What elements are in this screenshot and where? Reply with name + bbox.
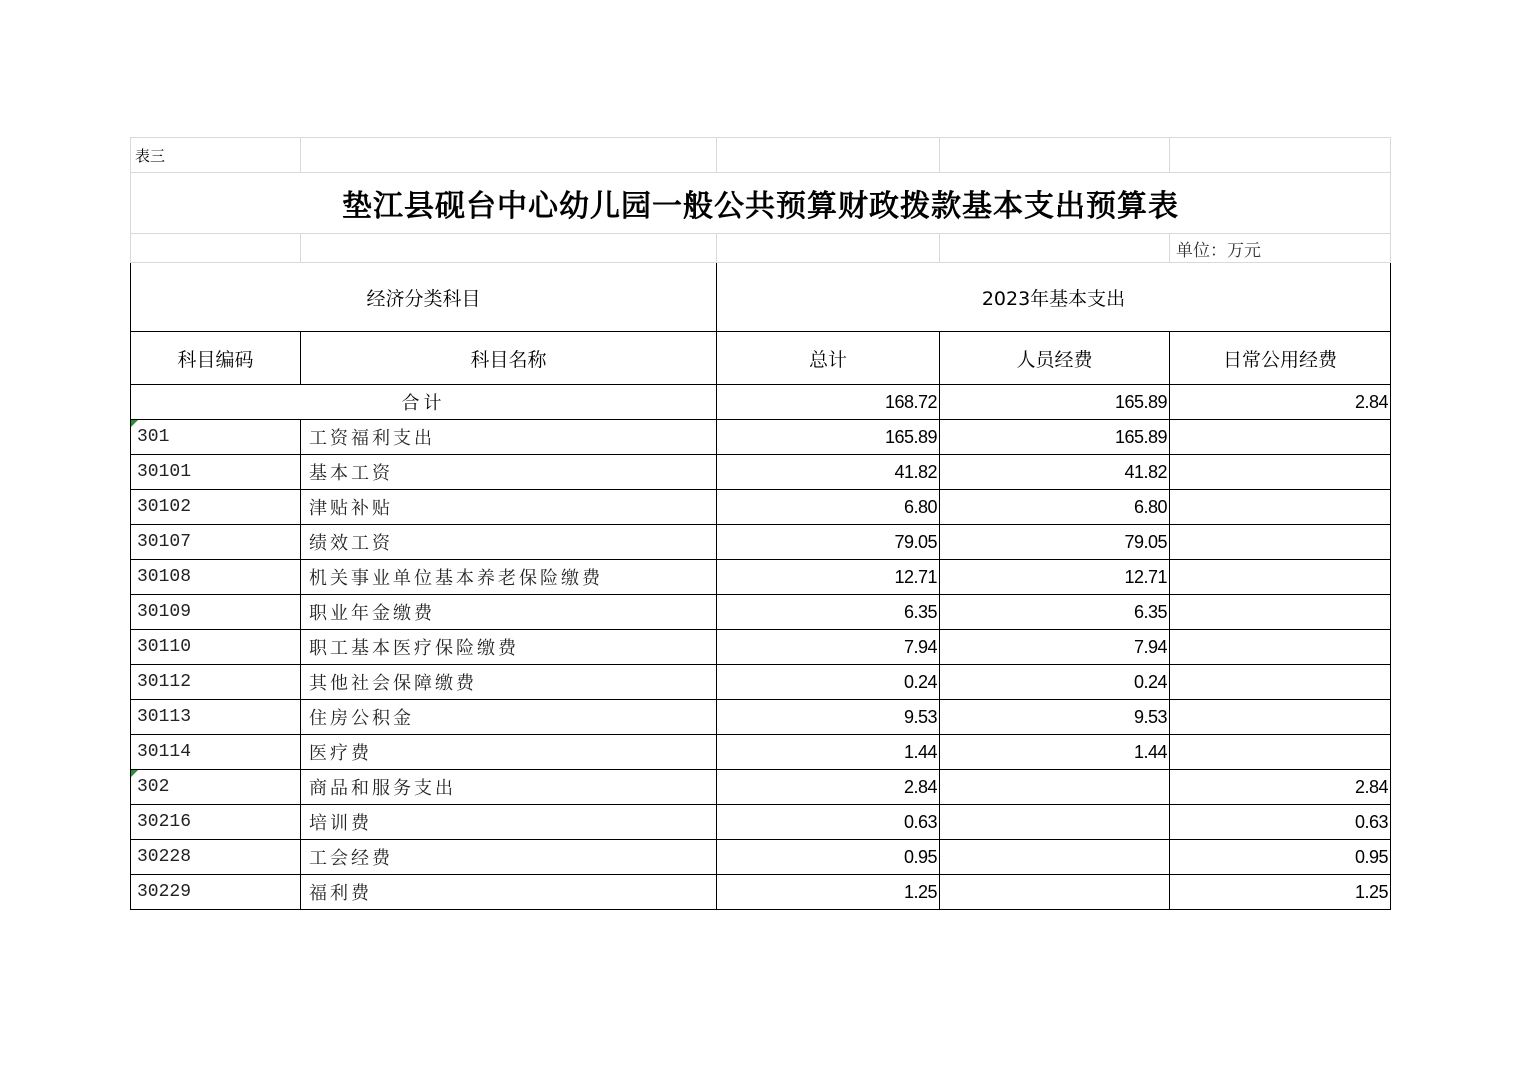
row-total: 0.24 — [717, 665, 940, 700]
row-total: 79.05 — [717, 525, 940, 560]
total-row — [131, 385, 1391, 420]
row-total: 41.82 — [717, 455, 940, 490]
table-row — [131, 840, 1391, 875]
row-public — [1170, 595, 1391, 630]
cell-flag-icon — [131, 770, 138, 777]
table-row — [131, 770, 1391, 805]
table-row — [131, 630, 1391, 665]
row-name: 工资福利支出 — [301, 420, 717, 455]
row-code: 30113 — [131, 700, 301, 735]
row-code: 301 — [131, 420, 301, 455]
row-total: 12.71 — [717, 560, 940, 595]
row-personnel: 41.82 — [940, 455, 1170, 490]
row-personnel: 6.35 — [940, 595, 1170, 630]
row-name: 机关事业单位基本养老保险缴费 — [301, 560, 717, 595]
table-row — [131, 420, 1391, 455]
row-name: 住房公积金 — [301, 700, 717, 735]
row-name: 津贴补贴 — [301, 490, 717, 525]
row-name: 医疗费 — [301, 735, 717, 770]
row-code: 30114 — [131, 735, 301, 770]
row-personnel: 79.05 — [940, 525, 1170, 560]
row-public — [1170, 455, 1391, 490]
row-public — [1170, 665, 1391, 700]
table-row — [131, 595, 1391, 630]
row-personnel — [940, 875, 1170, 910]
table-row — [131, 700, 1391, 735]
table-row — [131, 805, 1391, 840]
table-row — [131, 665, 1391, 700]
column-header-personnel: 人员经费 — [940, 332, 1170, 385]
row-name: 职业年金缴费 — [301, 595, 717, 630]
row-personnel: 1.44 — [940, 735, 1170, 770]
row-code: 302 — [131, 770, 301, 805]
row-total: 1.44 — [717, 735, 940, 770]
row-personnel: 0.24 — [940, 665, 1170, 700]
row-personnel — [940, 805, 1170, 840]
table-row — [131, 525, 1391, 560]
row-code: 30109 — [131, 595, 301, 630]
row-personnel — [940, 770, 1170, 805]
budget-sheet — [130, 137, 1390, 910]
row-public: 0.95 — [1170, 840, 1391, 875]
table-caption: 表三 — [131, 138, 301, 173]
total-personnel: 165.89 — [940, 385, 1170, 420]
table-row — [131, 560, 1391, 595]
row-code: 30102 — [131, 490, 301, 525]
budget-table — [130, 137, 1391, 910]
table-row — [131, 490, 1391, 525]
header-group-2023: 2023年基本支出 — [717, 263, 1391, 332]
row-public: 1.25 — [1170, 875, 1391, 910]
row-name: 基本工资 — [301, 455, 717, 490]
row-total: 0.63 — [717, 805, 940, 840]
row-personnel: 9.53 — [940, 700, 1170, 735]
table-row — [131, 455, 1391, 490]
row-public: 0.63 — [1170, 805, 1391, 840]
column-header-code: 科目编码 — [131, 332, 301, 385]
row-public — [1170, 735, 1391, 770]
header-group-economic: 经济分类科目 — [131, 263, 717, 332]
row-name: 培训费 — [301, 805, 717, 840]
row-code: 30216 — [131, 805, 301, 840]
row-total: 1.25 — [717, 875, 940, 910]
row-personnel: 165.89 — [940, 420, 1170, 455]
table-row — [131, 735, 1391, 770]
row-public — [1170, 420, 1391, 455]
caption-row — [131, 138, 1391, 173]
row-code: 30108 — [131, 560, 301, 595]
header-columns-row — [131, 332, 1391, 385]
total-label: 合计 — [131, 385, 717, 420]
row-name: 职工基本医疗保险缴费 — [301, 630, 717, 665]
page-title: 垫江县砚台中心幼儿园一般公共预算财政拨款基本支出预算表 — [131, 173, 1391, 234]
row-total: 7.94 — [717, 630, 940, 665]
row-code: 30229 — [131, 875, 301, 910]
row-public — [1170, 525, 1391, 560]
column-header-public: 日常公用经费 — [1170, 332, 1391, 385]
row-total: 0.95 — [717, 840, 940, 875]
row-public — [1170, 700, 1391, 735]
row-public — [1170, 490, 1391, 525]
row-total: 9.53 — [717, 700, 940, 735]
column-header-total: 总计 — [717, 332, 940, 385]
row-public — [1170, 560, 1391, 595]
row-public — [1170, 630, 1391, 665]
row-personnel — [940, 840, 1170, 875]
row-total: 6.35 — [717, 595, 940, 630]
row-name: 其他社会保障缴费 — [301, 665, 717, 700]
row-name: 工会经费 — [301, 840, 717, 875]
total-public: 2.84 — [1170, 385, 1391, 420]
row-personnel: 7.94 — [940, 630, 1170, 665]
row-code: 30101 — [131, 455, 301, 490]
title-row — [131, 173, 1391, 234]
unit-row — [131, 234, 1391, 263]
row-personnel: 12.71 — [940, 560, 1170, 595]
row-name: 绩效工资 — [301, 525, 717, 560]
row-code: 30107 — [131, 525, 301, 560]
row-code: 30228 — [131, 840, 301, 875]
unit-label: 单位：万元 — [1170, 234, 1391, 263]
row-code: 30110 — [131, 630, 301, 665]
total-sum: 168.72 — [717, 385, 940, 420]
row-total: 2.84 — [717, 770, 940, 805]
row-total: 165.89 — [717, 420, 940, 455]
row-name: 商品和服务支出 — [301, 770, 717, 805]
cell-flag-icon — [131, 420, 138, 427]
row-name: 福利费 — [301, 875, 717, 910]
row-code: 30112 — [131, 665, 301, 700]
row-personnel: 6.80 — [940, 490, 1170, 525]
column-header-name: 科目名称 — [301, 332, 717, 385]
table-row — [131, 875, 1391, 910]
row-total: 6.80 — [717, 490, 940, 525]
row-public: 2.84 — [1170, 770, 1391, 805]
header-group-row — [131, 263, 1391, 332]
